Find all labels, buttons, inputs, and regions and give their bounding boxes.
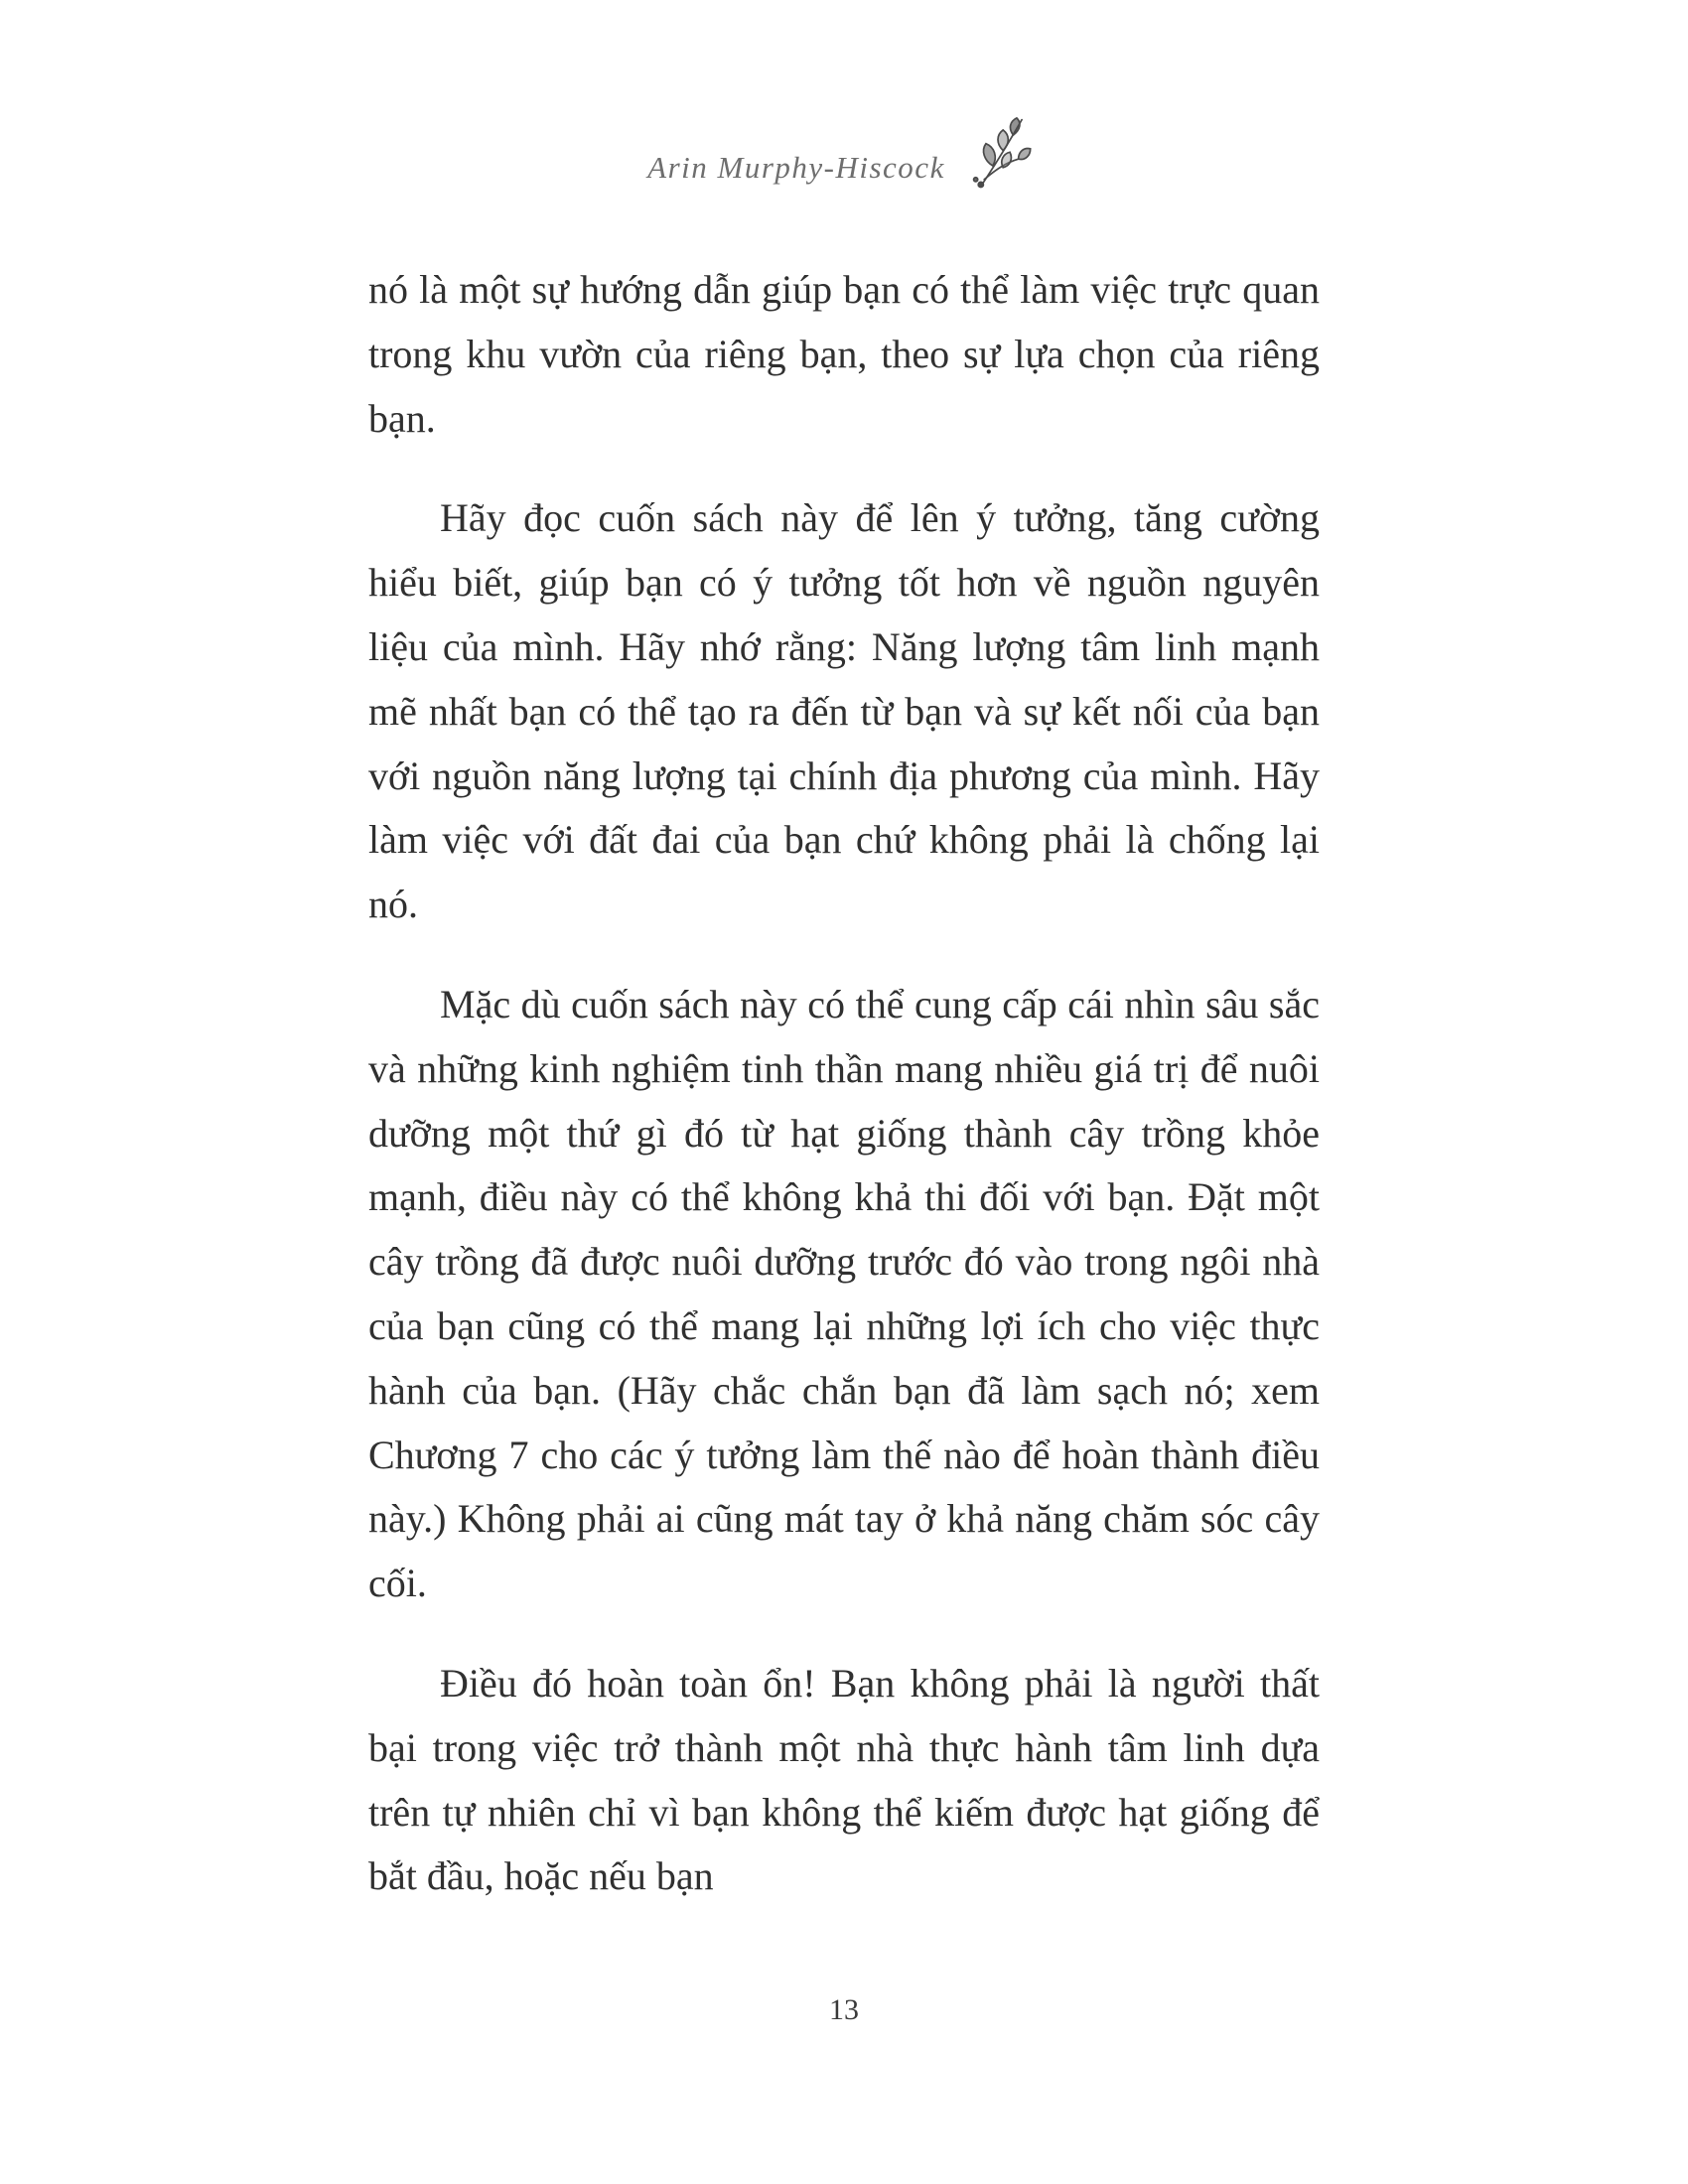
page-number: 13 (829, 1993, 859, 2026)
author-name: Arin Murphy-Hiscock (647, 150, 945, 185)
paragraph: Hãy đọc cuốn sách này để lên ý tưởng, tăng cường hiểu biết, giúp bạn có ý tưởng tốt hơn về nguồn nguyên liệu của mình. Hãy nhớ rằng: Năng lượng tâm linh mạnh mẽ nhất bạn có thể tạo ra đến từ bạn và sự kết nối của bạn với nguồn năng lượng tại chính địa phương của mình. Hãy làm việc với đất đai của bạn chứ không phải là chống lại nó. (368, 495, 1320, 927)
paragraph: Điều đó hoàn toàn ổn! Bạn không phải là người thất bại trong việc trở thành một nhà thực hành tâm linh dựa trên tự nhiên chỉ vì bạn không thể kiếm được hạt giống để bắt đầu, hoặc nếu bạn (368, 1660, 1320, 1899)
running-head (0, 0, 1688, 206)
paragraph: nó là một sự hướng dẫn giúp bạn có thể làm việc trực quan trong khu vườn của riêng bạn, theo sự lựa chọn của riêng bạn. (368, 267, 1320, 441)
leaf-sprig-icon (955, 114, 1041, 210)
body-text (368, 258, 1320, 1909)
paragraph: Mặc dù cuốn sách này có thể cung cấp cái nhìn sâu sắc và những kinh nghiệm tinh thần mang nhiều giá trị để nuôi dưỡng một thứ gì đó từ hạt giống thành cây trồng khỏe mạnh, điều này có thể không khả thi đối với bạn. Đặt một cây trồng đã được nuôi dưỡng trước đó vào trong ngôi nhà của bạn cũng có thể mang lại những lợi ích cho việc thực hành của bạn. (Hãy chắc chắn bạn đã làm sạch nó; xem Chương 7 cho các ý tưởng làm thế nào để hoàn thành điều này.) Không phải ai cũng mát tay ở khả năng chăm sóc cây cối. (368, 981, 1320, 1606)
